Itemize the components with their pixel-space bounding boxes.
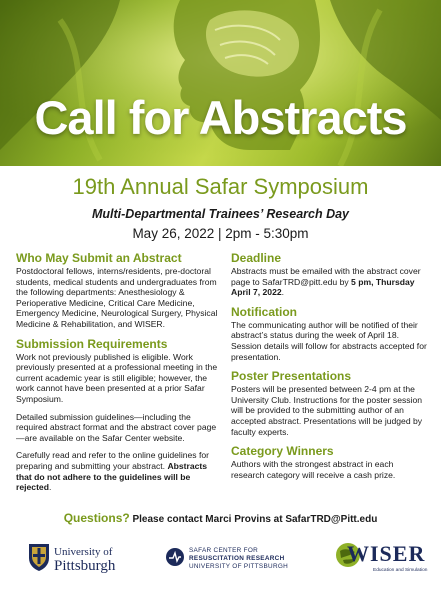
pitt-logo xyxy=(28,540,138,582)
section-heading: Poster Presentations xyxy=(231,369,352,384)
logo-strip xyxy=(0,535,441,589)
pitt-crest-icon xyxy=(28,542,50,572)
section-heading: Notification xyxy=(231,304,297,319)
symposium-subtitle: Multi-Departmental Trainees’ Research Day xyxy=(91,207,350,221)
hero-banner xyxy=(0,0,441,166)
contact-line xyxy=(0,511,441,527)
section-text: Postdoctoral fellows, interns/residents, pre-doctoral students, medical students and undergraduates from the following departments: Anesthesiology & Perioperative Medicine, Critical Care Medicine, Emergency Medicine, Neurological Surgery, Physical Medicine & Rehabilitation, and WISER. xyxy=(16,266,218,329)
text-run: . xyxy=(281,287,285,298)
section-heading: Category Winners xyxy=(231,444,334,459)
section-text: Posters will be presented between 2-4 pm at the University Club. Instructions for the poster session will be provided to the submitting author of an accepted abstract. Presentations will be judged by faculty experts. xyxy=(231,384,423,437)
text-run-bold: Abstracts that do not adhere to the guidelines will be rejected xyxy=(16,460,208,493)
section-text: Authors with the strongest abstract in each research category will receive a cash prize. xyxy=(231,459,396,480)
section-notification xyxy=(231,305,427,362)
page-title: Call for Abstracts xyxy=(34,91,407,144)
questions-text: Please contact Marci Provins at SafarTRD@Pitt.edu xyxy=(132,514,378,525)
section-text: The communicating author will be notified of their abstract’s status during the week of April 18. Session details will follow for abstracts accepted for presentation. xyxy=(231,319,427,362)
left-column xyxy=(16,251,222,500)
safar-line1: SAFAR CENTER FOR xyxy=(189,547,259,554)
questions-label: Questions? xyxy=(63,511,130,525)
section-text xyxy=(231,266,427,298)
section-winners xyxy=(231,444,427,480)
symposium-title: 19th Annual Safar Symposium xyxy=(72,174,369,199)
right-column xyxy=(231,251,427,487)
text-run: Abstracts must be emailed with the abstract cover page to SafarTRD@pitt.edu by xyxy=(231,266,421,287)
section-text xyxy=(16,450,222,492)
section-posters xyxy=(231,369,427,437)
section-deadline xyxy=(231,251,427,298)
text-run: Carefully read and refer to the online guidelines for preparing and submitting your abstract. xyxy=(16,450,209,471)
pitt-line2: Pittsburgh xyxy=(54,558,116,574)
wiser-logo xyxy=(335,538,428,584)
text-run-bold: 5 pm, Thursday April 7, 2022 xyxy=(231,276,415,298)
safar-logo xyxy=(165,545,300,581)
symposium-date: May 26, 2022 | 2pm - 5:30pm xyxy=(132,226,309,241)
section-heading: Deadline xyxy=(231,251,282,265)
safar-line2: RESUSCITATION RESEARCH xyxy=(189,555,285,562)
section-text: Work not previously published is eligible. Work previously presented at a professional meeting in the current academic year is still eligible; however, the work cannot have been presented at a prior Safar Symposium. xyxy=(16,351,218,404)
wiser-name: WISER xyxy=(347,541,426,566)
section-requirements xyxy=(16,337,222,493)
safar-mark-icon xyxy=(165,547,185,567)
section-heading: Submission Requirements xyxy=(16,336,168,351)
wiser-tagline: Education and Simulation xyxy=(373,568,428,573)
pitt-line1: University of xyxy=(54,546,113,558)
section-heading: Who May Submit an Abstract xyxy=(16,251,182,265)
text-run: . xyxy=(48,482,52,493)
section-text: Detailed submission guidelines—including the required abstract format and the abstract cover page—are available on the Safar Center website. xyxy=(16,411,217,443)
section-who xyxy=(16,251,222,330)
safar-line3: UNIVERSITY OF PITTSBURGH xyxy=(189,563,289,570)
